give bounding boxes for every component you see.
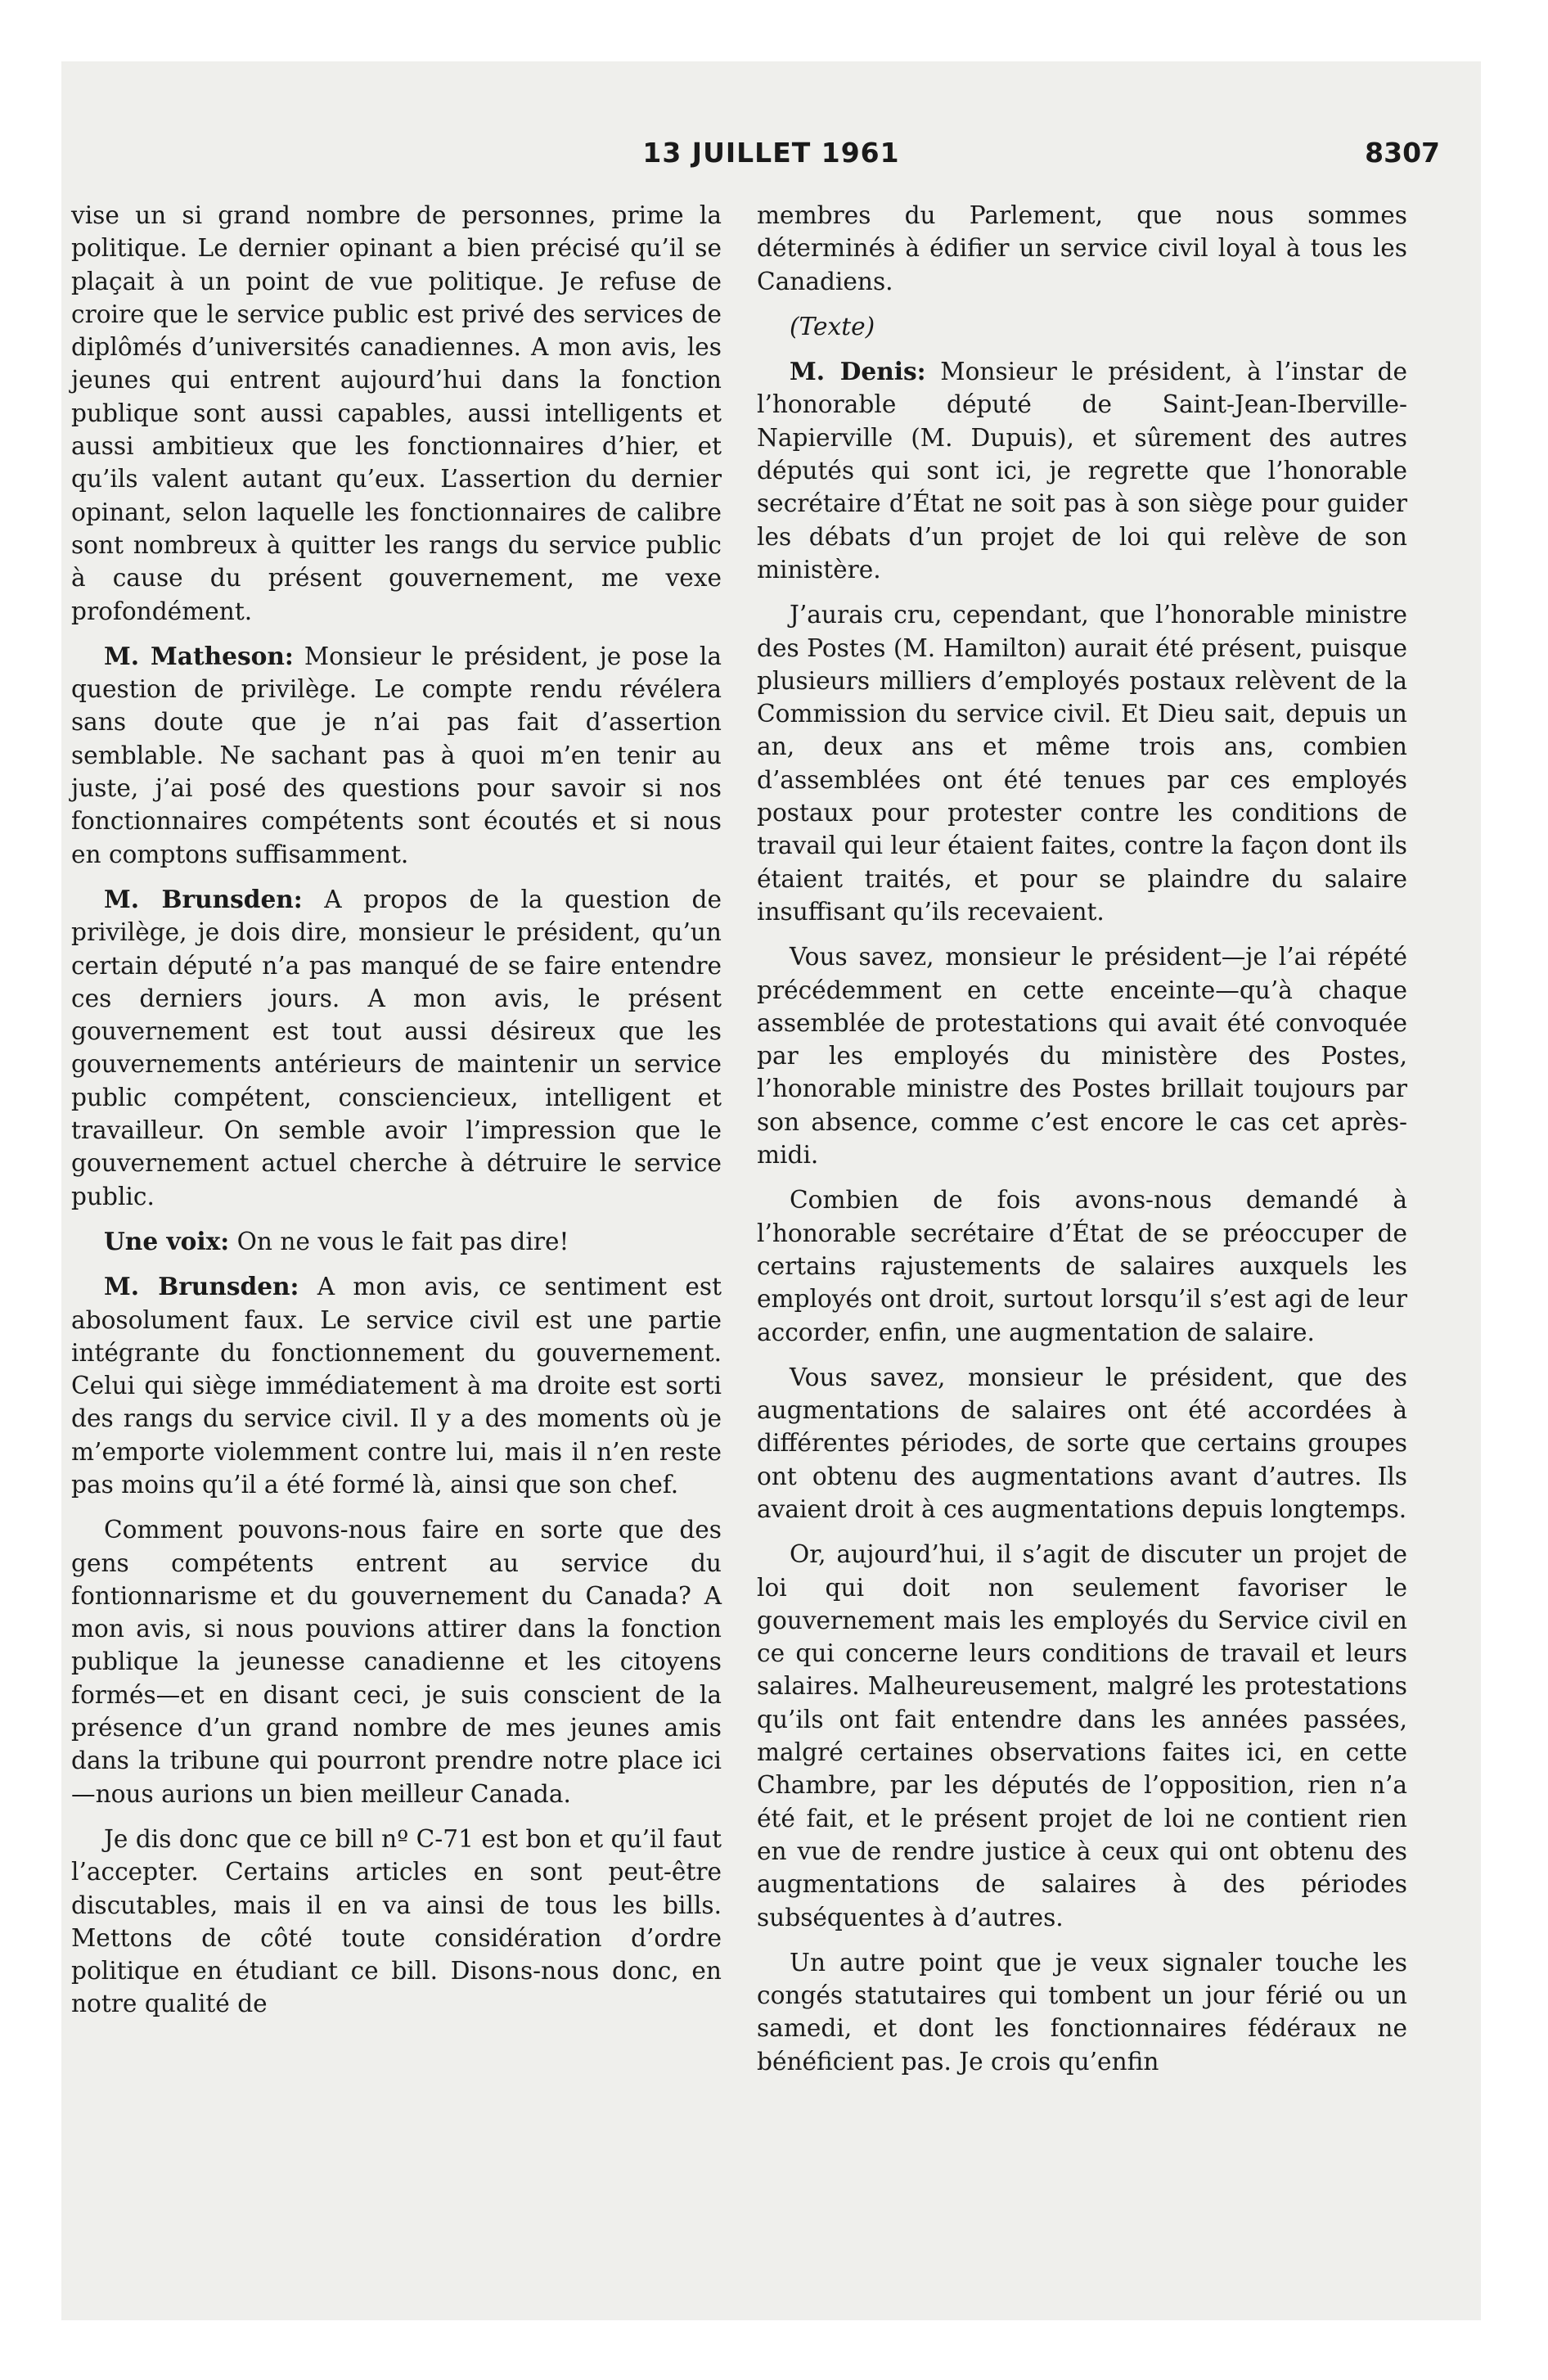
speech-paragraph <box>71 640 722 871</box>
speech-text: A propos de la question de privilège, je dois dire, monsieur le président, qu’un certain député n’a pas manqué de se faire entendre ces derniers jours. A mon avis, le présent gouvernement est tout aussi désireux que les gouvernements antérieurs de maintenir un service public compétent, consciencieux, intelligent et travailleur. On semble avoir l’impression que le gouvernement actuel cherche à détruire le service public. <box>71 885 722 1210</box>
paragraph: vise un si grand nombre de personnes, prime la politique. Le dernier opinant a bien précisé qu’il se plaçait à un point de vue politique. Je refuse de croire que le service public est privé des services de diplômés d’universités canadiennes. A mon avis, les jeunes qui entrent aujourd’hui dans la fonction publique sont aussi capables, aussi intelligents et aussi ambitieux que les fonctionnaires d’hier, et qu’ils valent autant qu’eux. L’assertion du dernier opinant, selon laquelle les fonctionnaires de calibre sont nombreux à quitter les rangs du service public à cause du présent gouvernement, me vexe profondément. <box>71 201 722 625</box>
paragraph: Vous savez, monsieur le président, que des augmentations de salaires ont été accordées à différentes périodes, de sorte que certains groupes ont obtenu des augmentations avant d’autres. Ils avaient droit à ces augmentations depuis longtemps. <box>757 1363 1407 1523</box>
speech-paragraph <box>757 355 1407 586</box>
paragraph: Vous savez, monsieur le président—je l’ai répété précédemment en cette enceinte—qu’à chaque assemblée de protestations qui avait été convoquée par les employés du ministère des Postes, l’honorable ministre des Postes brillait toujours par son absence, comme c’est encore le cas cet après-midi. <box>757 943 1407 1170</box>
paragraph: Comment pouvons-nous faire en sorte que des gens compétents entrent au service du fontionnarisme et du gouvernement du Canada? A mon avis, si nous pouvions attirer dans la fonction publique la jeunesse canadienne et les citoyens formés—et en disant ceci, je suis conscient de la présence d’un grand nombre de mes jeunes amis dans la tribune qui pourront prendre notre place ici —nous aurions un bien meilleur Canada. <box>71 1516 722 1808</box>
document-page <box>61 61 1481 2320</box>
speaker-name: M. Brunsden: <box>104 884 303 913</box>
speech-text: Monsieur le président, je pose la question de privilège. Le compte rendu révélera sans doute que je n’ai pas fait d’assertion semblable. Ne sachant pas à quoi m’en tenir au juste, j’ai posé des questions pour savoir si nos fonctionnaires compétents sont écoutés et si nous en comptons suffisamment. <box>71 642 722 868</box>
language-note: (Texte) <box>790 312 875 340</box>
speech-text: Monsieur le président, à l’instar de l’honorable député de Saint-Jean-Iberville-Napierville (M. Dupuis), et sûrement des autres députés qui sont ici, je regrette que l’honorable secrétaire d’État ne soit pas à son siège pour guider les débats d’un projet de loi qui relève de son ministère. <box>757 358 1407 584</box>
paragraph: Un autre point que je veux signaler touche les congés statutaires qui tombent un jour férié ou un samedi, et dont les fonctionnaires fédéraux ne bénéficient pas. Je crois qu’enfin <box>757 1948 1407 2076</box>
paragraph: J’aurais cru, cependant, que l’honorable ministre des Postes (M. Hamilton) aurait été présent, puisque plusieurs milliers d’employés postaux relèvent de la Commission du service civil. Et Dieu sait, depuis un an, deux ans et même trois ans, combien d’assemblées ont été tenues par ces employés postaux pour protester contre les conditions de travail qui leur étaient faites, contre la façon dont ils étaient traités, et pour se plaindre du salaire insuffisant qu’ils recevaient. <box>757 601 1407 926</box>
speech-paragraph <box>71 883 722 1213</box>
page-header <box>61 137 1481 178</box>
paragraph: Or, aujourd’hui, il s’agit de discuter un projet de loi qui doit non seulement favoriser le gouvernement mais les employés du Service civil en ce qui concerne leurs conditions de travail et leurs salaires. Malheureusement, malgré les protestations qu’ils ont fait entendre dans les années passées, malgré certaines observations faites ici, en cette Chambre, par les députés de l’opposition, rien n’a été fait, et le présent projet de loi ne contient rien en vue de rendre justice à ceux qui ont obtenu des augmentations de salaires à des périodes subséquentes à d’autres. <box>757 1540 1407 1931</box>
speech-text: On ne vous le fait pas dire! <box>229 1227 569 1255</box>
paragraph: membres du Parlement, que nous sommes déterminés à édifier un service civil loyal à tous les Canadiens. <box>757 201 1407 295</box>
paragraph: Je dis donc que ce bill nº C-71 est bon et qu’il faut l’accepter. Certains articles en sont peut-être discutables, mais il en va ainsi de tous les bills. Mettons de côté toute considération d’ordre politique en étudiant ce bill. Disons-nous donc, en notre qualité de <box>71 1824 722 2018</box>
header-page-number: 8307 <box>1365 137 1440 169</box>
speech-text: A mon avis, ce sentiment est abosolument faux. Le service civil est une partie intégrante du fonctionnement du gouvernement. Celui qui siège immédiatement à ma droite est sorti des rangs du service civil. Il y a des moments où je m’emporte violemment contre lui, mais il n’en reste pas moins qu’il a été formé là, ainsi que son chef. <box>71 1273 722 1499</box>
speech-paragraph <box>71 1225 722 1258</box>
left-column <box>71 199 722 2033</box>
header-date: 13 JUILLET 1961 <box>642 137 900 169</box>
speech-paragraph <box>71 1270 722 1501</box>
speaker-name: M. Brunsden: <box>104 1272 299 1301</box>
paragraph: Combien de fois avons-nous demandé à l’honorable secrétaire d’État de se préoccuper de certains rajustements de salaires auxquels les employés ont droit, surtout lorsqu’il s’est agi de leur accorder, enfin, une augmentation de salaire. <box>757 1186 1407 1346</box>
speaker-name: M. Denis: <box>790 357 926 386</box>
right-column <box>757 199 1407 2090</box>
speaker-name: Une voix: <box>104 1226 230 1255</box>
speaker-name: M. Matheson: <box>104 641 294 670</box>
